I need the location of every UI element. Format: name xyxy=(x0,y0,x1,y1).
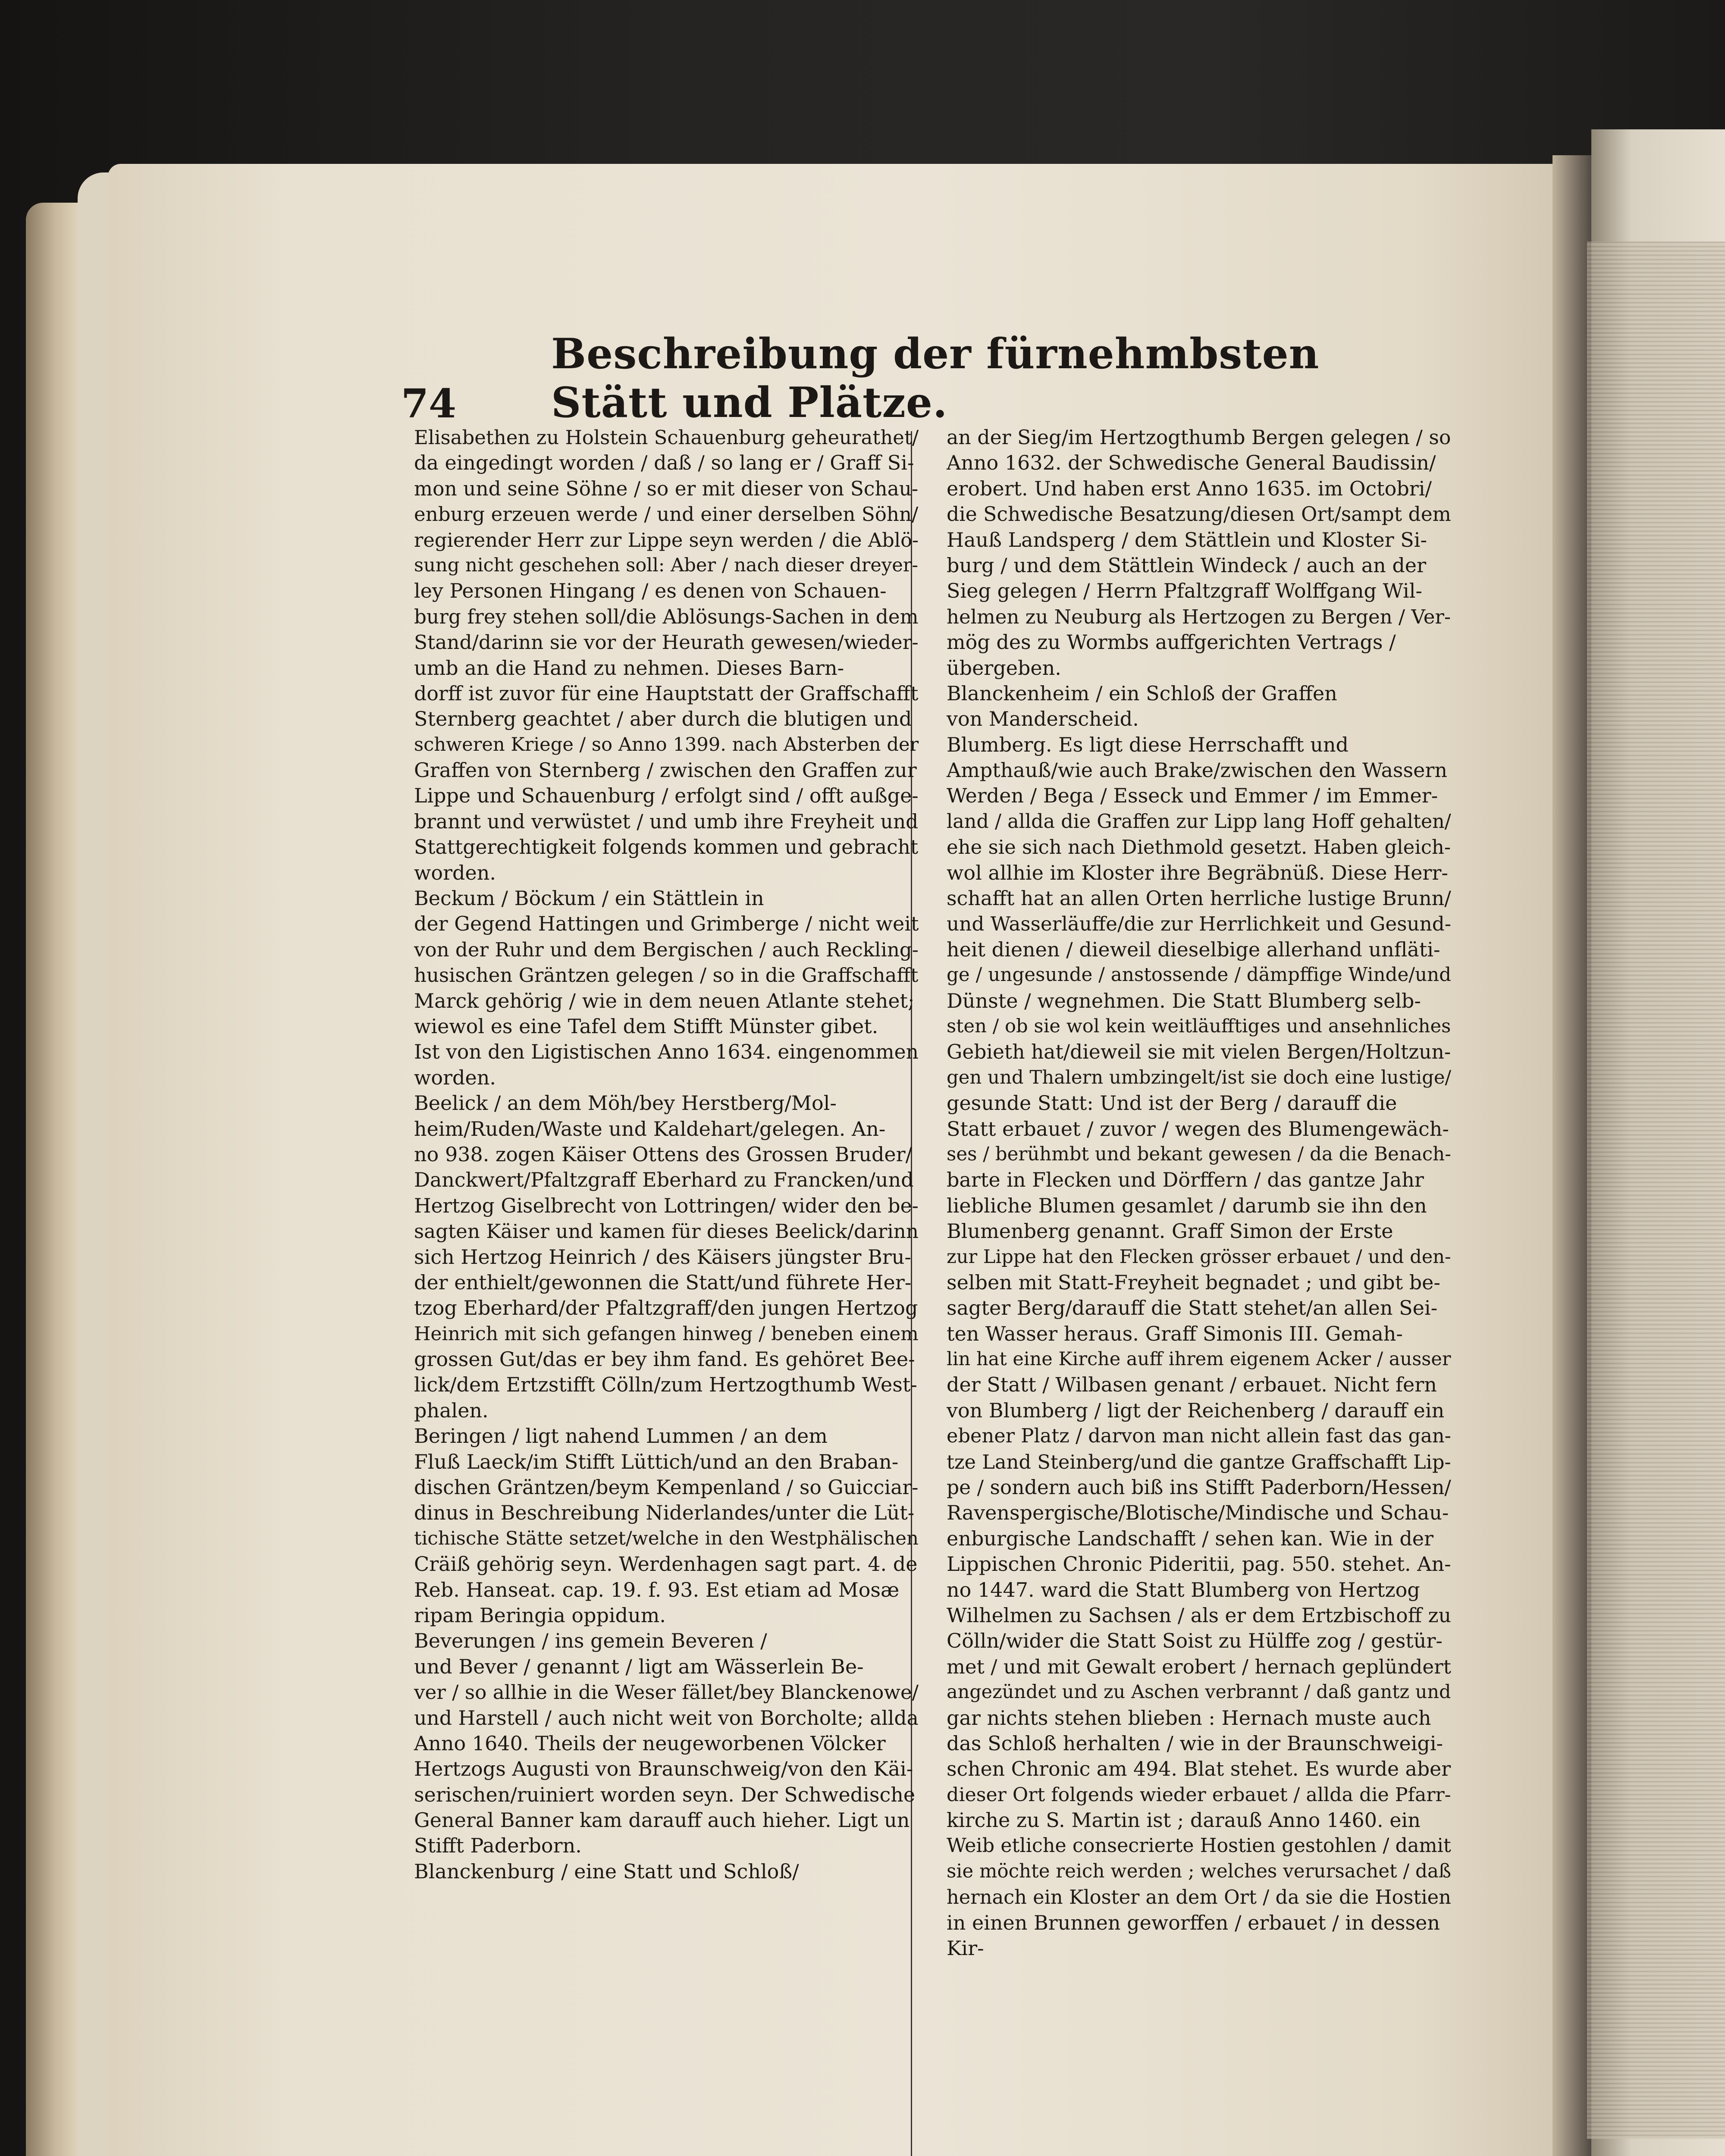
text-line: Beringen / ligt nahend Lummen / an dem xyxy=(414,1424,828,1448)
text-line: husischen Gräntzen gelegen / so in die Graffschafft xyxy=(414,964,919,987)
text-line: pe / sondern auch biß ins Stifft Paderborn/Hessen/ xyxy=(947,1476,1451,1499)
text-line: der enthielt/gewonnen die Statt/und führete Her- xyxy=(414,1270,912,1294)
text-line: Ampthauß/wie auch Brake/zwischen den Wassern xyxy=(947,758,1447,782)
text-line: Anno 1632. der Schwedische General Baudissin/ xyxy=(947,451,1436,475)
text-line: tze Land Steinberg/und die gantze Graffschafft Lip- xyxy=(947,1450,1451,1473)
text-line: regierender Herr zur Lippe seyn werden / die Ablö- xyxy=(414,528,919,552)
text-line: heit dienen / dieweil dieselbige allerhand unfläti- xyxy=(947,937,1440,961)
text-line: schweren Kriege / so Anno 1399. nach Absterben der xyxy=(414,733,919,755)
text-line: lin hat eine Kirche auff ihrem eigenem Acker / ausser xyxy=(947,1348,1451,1370)
text-line: worden. xyxy=(414,1065,496,1089)
text-line: Sieg gelegen / Herrn Pfaltzgraff Wolffgang Wil- xyxy=(947,579,1422,603)
text-line: Ravenspergische/Blotische/Mindische und Schau- xyxy=(947,1501,1449,1525)
text-line: da eingedingt worden / daß / so lang er / Graff Si- xyxy=(414,451,914,475)
text-line: Stand/darinn sie vor der Heurath gewesen/wieder- xyxy=(414,631,919,654)
text-line: no 1447. ward die Statt Blumberg von Hertzog xyxy=(947,1578,1420,1601)
text-line: dischen Gräntzen/beym Kempenland / so Guicciar- xyxy=(414,1476,919,1499)
right-text-column xyxy=(947,425,1451,1961)
text-line: umb an die Hand zu nehmen. Dieses Barn- xyxy=(414,656,844,680)
text-line: in einen Brunnen geworffen / erbauet / in dessen xyxy=(947,1911,1440,1934)
text-line: tichische Stätte setzet/welche in den Westphälischen xyxy=(414,1527,919,1549)
facing-page-engraving xyxy=(1587,241,1725,2139)
text-line: das Schloß herhalten / wie in der Braunschweigi- xyxy=(947,1731,1443,1755)
text-line: Hauß Landsperg / dem Stättlein und Kloster Si- xyxy=(947,528,1427,552)
text-line: zur Lippe hat den Flecken grösser erbauet / und den- xyxy=(947,1246,1451,1268)
text-line: sagten Käiser und kamen für dieses Beelick/darinn xyxy=(414,1220,919,1243)
text-line: Lippe und Schauenburg / erfolgt sind / offt außge- xyxy=(414,784,919,808)
text-line: Hertzog Giselbrecht von Lottringen/ wider den be- xyxy=(414,1194,919,1217)
text-line: der Statt / Wilbasen genant / erbauet. Nicht fern xyxy=(947,1373,1437,1397)
text-line: sung nicht geschehen soll: Aber / nach dieser dreyer- xyxy=(414,554,919,576)
running-title: Beschreibung der fürnehmbsten Stätt und Plätze. xyxy=(551,329,1320,427)
text-line: an der Sieg/im Hertzogthumb Bergen gelegen / so xyxy=(947,426,1451,449)
text-line: grossen Gut/das er bey ihm fand. Es gehöret Bee- xyxy=(414,1348,915,1371)
text-line: ver / so allhie in die Weser fället/bey Blanckenowe/ xyxy=(414,1681,919,1704)
text-line: helmen zu Neuburg als Hertzogen zu Bergen / Ver- xyxy=(947,605,1451,628)
text-line: Elisabethen zu Holstein Schauenburg geheurathet/ xyxy=(414,426,919,449)
text-line: von der Ruhr und dem Bergischen / auch Reckling- xyxy=(414,938,919,961)
text-line: ten Wasser heraus. Graff Simonis III. Gemah- xyxy=(947,1322,1403,1345)
text-line: die Schwedische Besatzung/diesen Ort/sampt dem xyxy=(947,503,1451,526)
text-line: tzog Eberhard/der Pfaltzgraff/den jungen Hertzog xyxy=(414,1296,918,1320)
text-line: wol allhie im Kloster ihre Begräbnüß. Diese Herr- xyxy=(947,861,1448,884)
text-line: Dünste / wegnehmen. Die Statt Blumberg selb- xyxy=(947,989,1421,1012)
text-line: mon und seine Söhne / so er mit dieser von Schau- xyxy=(414,477,919,500)
text-line: schafft hat an allen Orten herrliche lustige Brunn/ xyxy=(947,887,1451,910)
text-line: dorff ist zuvor für eine Hauptstatt der Graffschafft xyxy=(414,681,919,705)
text-line: sich Hertzog Heinrich / des Käisers jüngster Bru- xyxy=(414,1245,911,1269)
text-line: barte in Flecken und Dörffern / das gantze Jahr xyxy=(947,1168,1424,1192)
text-line: Hertzogs Augusti von Braunschweig/von den Käi- xyxy=(414,1757,913,1781)
text-line: übergeben. xyxy=(947,656,1061,680)
text-line: ge / ungesunde / anstossende / dämpffige Winde/und xyxy=(947,964,1452,986)
text-line: Kir- xyxy=(947,1937,984,1960)
text-line: met / und mit Gewalt erobert / hernach geplündert xyxy=(947,1655,1451,1678)
text-line: dieser Ort folgends wieder erbauet / allda die Pfarr- xyxy=(947,1783,1451,1806)
text-line: Heinrich mit sich gefangen hinweg / beneben einem xyxy=(414,1322,919,1345)
text-line: gar nichts stehen blieben : Hernach muste auch xyxy=(947,1706,1431,1730)
text-line: liebliche Blumen gesamlet / darumb sie ihn den xyxy=(947,1194,1427,1217)
text-line: no 938. zogen Käiser Ottens des Grossen Bruder/ xyxy=(414,1142,913,1166)
text-line: Blanckenheim / ein Schloß der Graffen xyxy=(947,681,1337,705)
text-line: Stifft Paderborn. xyxy=(414,1834,582,1858)
text-line: Blumberg. Es ligt diese Herrschafft und xyxy=(947,733,1349,756)
text-line: selben mit Statt-Freyheit begnadet ; und gibt be- xyxy=(947,1270,1440,1294)
text-line: burg / und dem Stättlein Windeck / auch an der xyxy=(947,553,1427,577)
text-line: gesunde Statt: Und ist der Berg / darauff die xyxy=(947,1091,1397,1115)
text-line: phalen. xyxy=(414,1398,489,1422)
text-line: Beelick / an dem Möh/bey Herstberg/Mol- xyxy=(414,1091,837,1115)
text-line: Lippischen Chronic Pideritii, pag. 550. stehet. An- xyxy=(947,1552,1451,1576)
text-line: gen und Thalern umbzingelt/ist sie doch eine lustige/ xyxy=(947,1066,1452,1088)
text-line: serischen/ruiniert worden seyn. Der Schwedische xyxy=(414,1783,916,1806)
text-line: Danckwert/Pfaltzgraff Eberhard zu Francken/und xyxy=(414,1168,914,1192)
page-header xyxy=(401,329,1350,427)
text-line: sten / ob sie wol kein weitläufftiges und ansehnliches xyxy=(947,1015,1451,1037)
text-line: angezündet und zu Aschen verbrannt / daß gantz und xyxy=(947,1681,1451,1703)
text-line: sagter Berg/darauff die Statt stehet/an allen Sei- xyxy=(947,1296,1438,1320)
text-line: wiewol es eine Tafel dem Stifft Münster gibet. xyxy=(414,1014,878,1038)
text-line: land / allda die Graffen zur Lipp lang Hoff gehalten/ xyxy=(947,810,1451,833)
text-line: hernach ein Kloster an dem Ort / da sie die Hostien xyxy=(947,1886,1451,1909)
text-line: Werden / Bega / Esseck und Emmer / im Emmer- xyxy=(947,784,1438,808)
text-line: mög des zu Wormbs auffgerichten Vertrags / xyxy=(947,630,1396,654)
text-line: der Gegend Hattingen und Grimberge / nicht weit xyxy=(414,912,919,936)
text-line: burg frey stehen soll/die Ablösungs-Sachen in dem xyxy=(414,605,919,628)
text-line: Gebieth hat/dieweil sie mit vielen Bergen/Holtzun- xyxy=(947,1040,1451,1064)
page-number: 74 xyxy=(401,380,457,427)
text-line: Beverungen / ins gemein Beveren / xyxy=(414,1629,767,1653)
text-line: Marck gehörig / wie in dem neuen Atlante stehet; xyxy=(414,989,915,1012)
text-line: ehe sie sich nach Diethmold gesetzt. Haben gleich- xyxy=(947,836,1451,859)
text-line: Statt erbauet / zuvor / wegen des Blumengewäch- xyxy=(947,1117,1449,1141)
text-line: worden. xyxy=(414,861,496,884)
text-line: schen Chronic am 494. Blat stehet. Es wurde aber xyxy=(947,1758,1451,1781)
text-line: Stattgerechtigkeit folgends kommen und gebracht xyxy=(414,836,919,859)
text-line: ripam Beringia oppidum. xyxy=(414,1603,666,1627)
text-line: Wilhelmen zu Sachsen / als er dem Ertzbischoff zu xyxy=(947,1604,1451,1627)
text-line: lick/dem Ertzstifft Cölln/zum Hertzogthumb West- xyxy=(414,1373,917,1397)
text-line: General Banner kam darauff auch hieher. Ligt un xyxy=(414,1808,910,1832)
text-line: Cölln/wider die Statt Soist zu Hülffe zog / gestür- xyxy=(947,1629,1443,1653)
text-line: brannt und verwüstet / und umb ihre Freyheit und xyxy=(414,810,919,833)
text-line: Reb. Hanseat. cap. 19. f. 93. Est etiam ad Mosæ xyxy=(414,1578,900,1601)
text-line: Sternberg geachtet / aber durch die blutigen und xyxy=(414,707,912,731)
text-line: Ist von den Ligistischen Anno 1634. eingenommen xyxy=(414,1040,919,1064)
text-line: enburg erzeuen werde / und einer derselben Söhn/ xyxy=(414,503,919,526)
text-line: dinus in Beschreibung Niderlandes/unter die Lüt- xyxy=(414,1501,915,1525)
text-line: erobert. Und haben erst Anno 1635. im Octobri/ xyxy=(947,476,1432,500)
text-line: Graffen von Sternberg / zwischen den Graffen zur xyxy=(414,758,917,782)
text-line: Beckum / Böckum / ein Stättlein in xyxy=(414,887,764,910)
text-line: Fluß Laeck/im Stifft Lüttich/und an den Braban- xyxy=(414,1450,899,1473)
text-line: ses / berühmbt und bekant gewesen / da die Benach- xyxy=(947,1143,1451,1165)
text-line: enburgische Landschafft / sehen kan. Wie in der xyxy=(947,1526,1434,1550)
text-line: und Wasserläuffe/die zur Herrlichkeit und Gesund- xyxy=(947,912,1452,936)
text-line: ebener Platz / darvon man nicht allein fast das gan- xyxy=(947,1425,1451,1448)
text-line: Cräiß gehörig seyn. Werdenhagen sagt part. 4. de xyxy=(414,1552,918,1576)
text-line: von Blumberg / ligt der Reichenberg / darauff ein xyxy=(947,1398,1445,1422)
text-line: Anno 1640. Theils der neugeworbenen Völcker xyxy=(414,1731,886,1755)
left-text-column xyxy=(414,425,919,1884)
text-line: Blumenberg genannt. Graff Simon der Erste xyxy=(947,1219,1393,1243)
text-line: von Manderscheid. xyxy=(947,707,1139,731)
text-line: und Harstell / auch nicht weit von Borcholte; allda xyxy=(414,1706,919,1730)
text-line: Weib etliche consecrierte Hostien gestohlen / damit xyxy=(947,1835,1451,1857)
text-line: heim/Ruden/Waste und Kaldehart/gelegen. An- xyxy=(414,1117,886,1141)
text-line: sie möchte reich werden ; welches verursachet / daß xyxy=(947,1860,1452,1882)
text-line: kirche zu S. Martin ist ; darauß Anno 1460. ein xyxy=(947,1808,1421,1832)
text-line: ley Personen Hingang / es denen von Schauen- xyxy=(414,579,887,603)
text-line: Blanckenburg / eine Statt und Schloß/ xyxy=(414,1859,799,1883)
text-line: und Bever / genannt / ligt am Wässerlein Be- xyxy=(414,1655,864,1678)
